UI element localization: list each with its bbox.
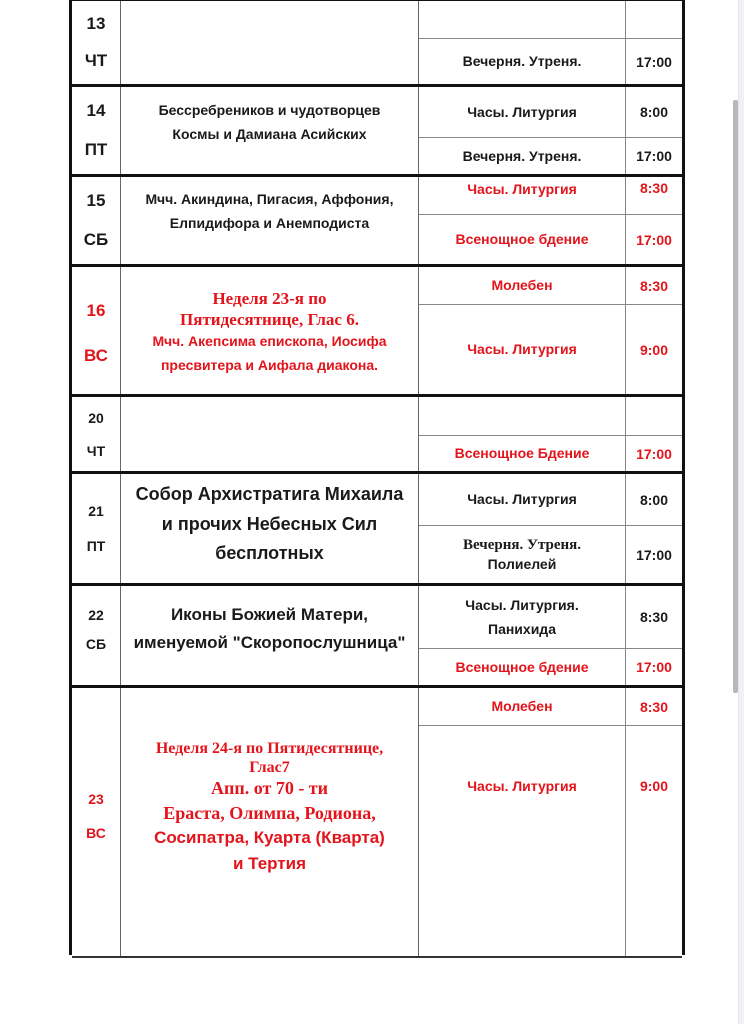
weekday: ВС: [84, 345, 108, 365]
weekday: ПТ: [86, 537, 106, 554]
service-time: 8:30: [626, 267, 682, 305]
feast-line: именуемой "Скоропослушница": [133, 632, 406, 652]
feast-line: Сосипатра, Куарта (Кварта): [154, 827, 385, 847]
service-name: Молебен: [419, 267, 626, 305]
feast-line: Собор Архистратига Михаила: [135, 483, 404, 504]
service-name: Вечерня. Утреня.: [419, 138, 626, 174]
schedule-row: [72, 174, 682, 264]
schedule-row: [72, 471, 682, 583]
service-name: Всенощное Бдение: [419, 436, 626, 471]
service-time: [626, 397, 682, 436]
service-name: Всенощное бдение: [419, 215, 626, 264]
service-name: Вечерня. Утреня.: [419, 39, 626, 84]
schedule-row: [72, 583, 682, 685]
service-name-line: Вечерня. Утреня.: [462, 536, 582, 553]
service-time: 9:00: [639, 778, 669, 794]
service-time: 17:00: [636, 546, 672, 563]
service-time: 17:00: [636, 231, 672, 248]
feast-title-line: Апп. от 70 - ти: [210, 778, 329, 799]
service-name: Часы. Литургия: [419, 474, 626, 526]
feast-line: Бессребреников и чудотворцев: [158, 101, 381, 118]
day-cell: [72, 177, 121, 264]
day-number: 14: [86, 100, 106, 120]
service-name-line: Панихида: [488, 621, 556, 637]
day-cell: [72, 688, 121, 956]
service-name-line: Полиелей: [487, 556, 557, 573]
weekday: ВС: [86, 825, 106, 841]
feast-line: и Тертия: [232, 854, 307, 874]
service-time: [626, 1, 682, 39]
feast-cell: [121, 1, 419, 84]
feast-line: Мчч. Акиндина, Пигасия, Аффония,: [145, 190, 394, 207]
feast-title-line: Неделя 23-я по: [212, 289, 327, 309]
service-time: 8:30: [626, 586, 682, 649]
feast-title-line: Пятидесятнице, Глас 6.: [180, 309, 359, 329]
service-name: [419, 1, 626, 39]
service-name: Часы. Литургия: [419, 177, 626, 215]
feast-cell: [121, 586, 419, 685]
schedule-row: [72, 264, 682, 394]
service-time: 8:30: [626, 688, 682, 726]
feast-title-line: Глас7: [249, 758, 290, 776]
feast-title-line: Ераста, Олимпа, Родиона,: [163, 802, 376, 823]
day-cell: [72, 586, 121, 685]
day-cell: [72, 267, 121, 394]
feast-line: Космы и Дамиана Асийских: [172, 125, 367, 142]
service-time: 17:00: [636, 148, 672, 164]
feast-line: Елпидифора и Анемподиста: [169, 214, 370, 231]
weekday: ПТ: [84, 140, 108, 160]
day-number: 15: [86, 190, 106, 210]
service-time: 17:00: [636, 53, 672, 70]
feast-cell: [121, 177, 419, 264]
weekday: ЧТ: [84, 51, 108, 71]
weekday: ЧТ: [86, 442, 106, 459]
weekday: СБ: [85, 636, 107, 653]
service-name: Часы. Литургия: [419, 305, 626, 394]
service-time: 8:00: [626, 87, 682, 138]
day-cell: [72, 474, 121, 583]
schedule-row: [72, 1, 682, 84]
feast-cell: [121, 87, 419, 174]
weekday: СБ: [83, 230, 109, 250]
schedule-row: [72, 685, 682, 958]
service-name: [419, 526, 626, 583]
day-number: 13: [86, 13, 106, 33]
service-name: Всенощное бдение: [419, 649, 626, 685]
feast-cell: [121, 397, 419, 471]
service-name: [419, 586, 626, 649]
day-number: 23: [88, 791, 104, 807]
feast-cell: [121, 688, 419, 956]
schedule-table: [69, 0, 685, 955]
service-name: [419, 397, 626, 436]
feast-line: и прочих Небесных Сил: [161, 513, 378, 534]
service-name: Часы. Литургия: [419, 726, 626, 956]
day-cell: [72, 397, 121, 471]
service-time: 17:00: [636, 445, 672, 462]
service-time: 8:30: [626, 177, 682, 215]
schedule-row: [72, 394, 682, 471]
vertical-scrollbar[interactable]: [733, 100, 738, 693]
feast-line: пресвитера и Аифала диакона.: [160, 356, 379, 373]
feast-cell: [121, 267, 419, 394]
day-number: 22: [88, 606, 104, 623]
service-time: 17:00: [636, 659, 672, 675]
feast-line: бесплотных: [215, 543, 324, 564]
day-number: 16: [86, 301, 106, 321]
day-cell: [72, 87, 121, 174]
day-cell: [72, 1, 121, 84]
service-time: 8:00: [626, 474, 682, 526]
service-name: Часы. Литургия: [419, 87, 626, 138]
feast-line: Иконы Божией Матери,: [170, 605, 369, 625]
service-name-line: Часы. Литургия.: [465, 596, 579, 613]
service-time: 9:00: [639, 341, 669, 358]
day-number: 21: [88, 503, 104, 520]
feast-line: Мчч. Акепсима епископа, Иосифа: [152, 333, 387, 350]
schedule-row: [72, 84, 682, 174]
service-name: Молебен: [419, 688, 626, 726]
feast-cell: [121, 474, 419, 583]
feast-title-line: Неделя 24-я по Пятидесятнице,: [155, 740, 384, 758]
page-gutter: [738, 0, 744, 1024]
day-number: 20: [88, 409, 104, 426]
